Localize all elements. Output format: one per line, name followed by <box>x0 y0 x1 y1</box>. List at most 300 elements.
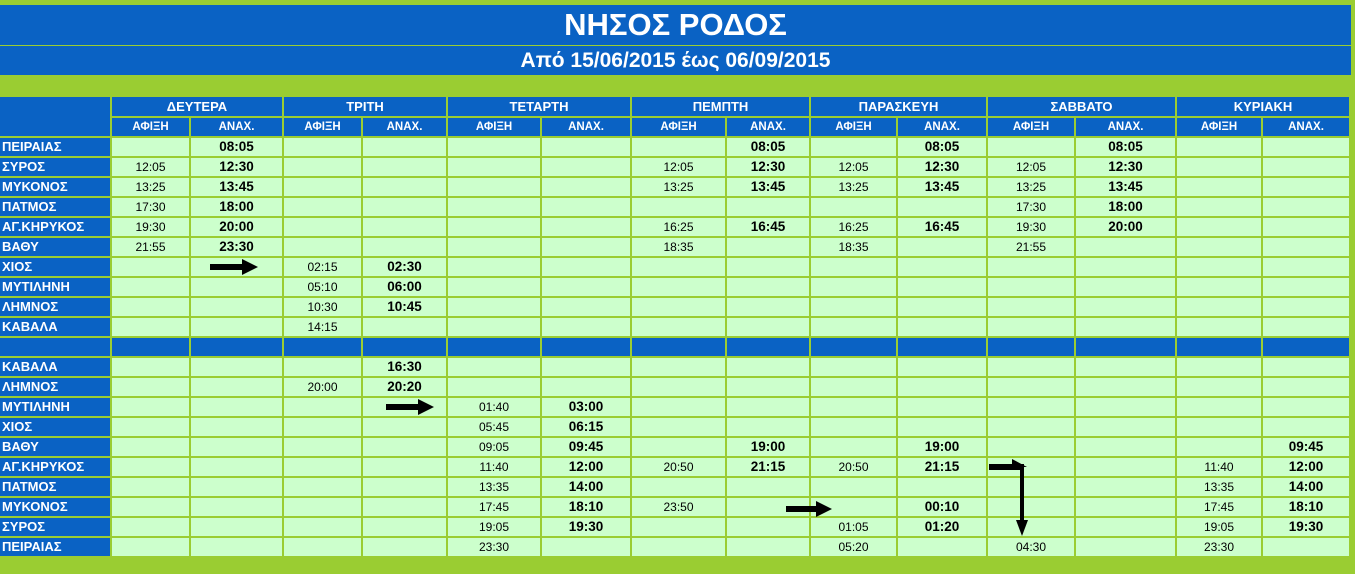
day-header: ΚΥΡΙΑΚΗ <box>1177 97 1349 116</box>
arrival-time <box>112 318 189 336</box>
arrival-time: 17:45 <box>1177 498 1261 516</box>
departure-header: ΑΝΑΧ. <box>898 118 986 136</box>
departure-time <box>1076 538 1175 556</box>
day-header: ΤΡΙΤΗ <box>284 97 446 116</box>
arrival-time <box>811 378 896 396</box>
arrival-time <box>988 498 1074 516</box>
arrival-header: ΑΦΙΞΗ <box>811 118 896 136</box>
departure-time <box>727 238 809 256</box>
port-name: ΑΓ.ΚΗΡΥΚΟΣ <box>0 458 110 476</box>
departure-time: 21:15 <box>727 458 809 476</box>
arrival-time <box>448 218 540 236</box>
departure-time: 12:30 <box>1076 158 1175 176</box>
arrival-time <box>632 258 725 276</box>
arrival-time <box>632 318 725 336</box>
arrival-time: 17:30 <box>988 198 1074 216</box>
section-separator <box>542 338 630 356</box>
departure-time <box>898 258 986 276</box>
departure-time: 16:30 <box>363 358 446 376</box>
departure-time <box>727 538 809 556</box>
departure-time: 01:20 <box>898 518 986 536</box>
departure-time: 20:00 <box>191 218 282 236</box>
departure-time <box>1263 298 1349 316</box>
departure-time <box>542 138 630 156</box>
departure-time <box>898 378 986 396</box>
departure-time <box>1263 278 1349 296</box>
arrival-time <box>632 138 725 156</box>
departure-time: 16:45 <box>727 218 809 236</box>
arrival-time: 12:05 <box>112 158 189 176</box>
arrival-time: 20:50 <box>811 458 896 476</box>
arrival-time <box>1177 158 1261 176</box>
section-separator <box>1177 338 1261 356</box>
departure-time <box>898 538 986 556</box>
arrival-time: 11:40 <box>1177 458 1261 476</box>
departure-time <box>542 318 630 336</box>
departure-time <box>1263 258 1349 276</box>
arrival-header: ΑΦΙΞΗ <box>1177 118 1261 136</box>
departure-time: 08:05 <box>898 138 986 156</box>
port-name: ΜΥΤΙΛΗΝΗ <box>0 278 110 296</box>
arrival-time: 21:55 <box>112 238 189 256</box>
arrival-time <box>448 278 540 296</box>
arrival-time <box>284 398 361 416</box>
departure-time: 13:45 <box>898 178 986 196</box>
arrival-time: 14:15 <box>284 318 361 336</box>
arrival-time <box>811 498 896 516</box>
arrival-time <box>284 138 361 156</box>
arrival-time: 20:50 <box>632 458 725 476</box>
arrival-time <box>988 298 1074 316</box>
departure-time <box>542 378 630 396</box>
departure-time <box>727 518 809 536</box>
arrival-time <box>284 538 361 556</box>
departure-time <box>191 358 282 376</box>
departure-time <box>191 258 282 276</box>
departure-time <box>191 378 282 396</box>
departure-time <box>898 278 986 296</box>
departure-time: 12:30 <box>898 158 986 176</box>
departure-time <box>1076 398 1175 416</box>
arrival-time: 05:20 <box>811 538 896 556</box>
departure-time <box>1263 378 1349 396</box>
port-name: ΚΑΒΑΛΑ <box>0 358 110 376</box>
arrival-time <box>632 478 725 496</box>
port-name: ΣΥΡΟΣ <box>0 518 110 536</box>
arrival-time <box>284 178 361 196</box>
departure-time <box>363 238 446 256</box>
arrival-time <box>1177 318 1261 336</box>
arrival-time <box>1177 358 1261 376</box>
arrival-time <box>448 378 540 396</box>
arrival-time: 13:25 <box>112 178 189 196</box>
arrival-time: 13:35 <box>1177 478 1261 496</box>
day-header: ΠΕΜΠΤΗ <box>632 97 809 116</box>
departure-time <box>727 318 809 336</box>
departure-time <box>1076 358 1175 376</box>
departure-time <box>1076 418 1175 436</box>
departure-time <box>1076 518 1175 536</box>
arrival-time: 12:05 <box>811 158 896 176</box>
departure-time <box>363 538 446 556</box>
section-separator <box>1076 338 1175 356</box>
departure-time <box>898 398 986 416</box>
arrival-time <box>284 478 361 496</box>
departure-time: 12:30 <box>191 158 282 176</box>
arrival-time <box>112 358 189 376</box>
departure-time <box>1263 178 1349 196</box>
arrival-time <box>632 358 725 376</box>
arrival-time <box>1177 398 1261 416</box>
departure-time <box>727 358 809 376</box>
section-separator <box>448 338 540 356</box>
arrival-time <box>1177 178 1261 196</box>
arrival-time <box>988 418 1074 436</box>
arrival-time: 13:25 <box>632 178 725 196</box>
departure-time <box>1076 318 1175 336</box>
departure-time <box>898 238 986 256</box>
arrival-header: ΑΦΙΞΗ <box>988 118 1074 136</box>
arrival-time <box>284 438 361 456</box>
arrival-time: 18:35 <box>811 238 896 256</box>
port-name: ΒΑΘΥ <box>0 438 110 456</box>
arrival-time <box>1177 438 1261 456</box>
departure-time: 20:20 <box>363 378 446 396</box>
departure-time: 19:30 <box>1263 518 1349 536</box>
departure-time <box>542 158 630 176</box>
arrival-time <box>988 138 1074 156</box>
arrival-time <box>811 418 896 436</box>
arrival-time: 09:05 <box>448 438 540 456</box>
departure-time: 23:30 <box>191 238 282 256</box>
section-separator <box>811 338 896 356</box>
departure-time <box>191 438 282 456</box>
arrival-time <box>632 378 725 396</box>
departure-time: 02:30 <box>363 258 446 276</box>
arrival-time <box>448 198 540 216</box>
arrival-time <box>811 198 896 216</box>
arrival-time: 18:35 <box>632 238 725 256</box>
arrival-time: 16:25 <box>632 218 725 236</box>
arrival-header: ΑΦΙΞΗ <box>112 118 189 136</box>
departure-time: 14:00 <box>542 478 630 496</box>
port-name: ΚΑΒΑΛΑ <box>0 318 110 336</box>
port-name: ΜΥΚΟΝΟΣ <box>0 498 110 516</box>
departure-time <box>1076 298 1175 316</box>
arrival-time: 19:05 <box>1177 518 1261 536</box>
departure-time <box>1263 138 1349 156</box>
departure-time <box>898 318 986 336</box>
departure-time <box>191 518 282 536</box>
section-separator <box>727 338 809 356</box>
section-separator <box>632 338 725 356</box>
departure-time <box>898 418 986 436</box>
departure-header: ΑΝΑΧ. <box>1263 118 1349 136</box>
arrival-time <box>632 518 725 536</box>
departure-time: 18:10 <box>542 498 630 516</box>
departure-time <box>363 438 446 456</box>
departure-time: 13:45 <box>1076 178 1175 196</box>
departure-time <box>1263 218 1349 236</box>
arrival-time: 05:45 <box>448 418 540 436</box>
departure-time <box>363 478 446 496</box>
header-corner <box>0 97 110 136</box>
departure-time <box>1263 398 1349 416</box>
arrival-time: 19:30 <box>988 218 1074 236</box>
departure-time <box>898 198 986 216</box>
departure-time <box>727 398 809 416</box>
departure-time <box>1263 198 1349 216</box>
arrival-time <box>632 278 725 296</box>
departure-time <box>1263 358 1349 376</box>
arrival-time: 11:40 <box>448 458 540 476</box>
page-title: ΝΗΣΟΣ ΡΟΔΟΣ <box>0 5 1351 45</box>
port-name: ΣΥΡΟΣ <box>0 158 110 176</box>
arrival-time <box>112 378 189 396</box>
departure-time <box>542 178 630 196</box>
arrival-time <box>988 438 1074 456</box>
departure-time <box>727 418 809 436</box>
departure-time: 18:00 <box>1076 198 1175 216</box>
departure-time <box>542 198 630 216</box>
arrival-time <box>988 378 1074 396</box>
arrival-time <box>112 138 189 156</box>
arrival-time <box>988 318 1074 336</box>
arrival-time <box>112 258 189 276</box>
arrival-time: 23:30 <box>1177 538 1261 556</box>
arrival-time <box>284 358 361 376</box>
port-name: ΛΗΜΝΟΣ <box>0 298 110 316</box>
arrival-time: 01:40 <box>448 398 540 416</box>
section-separator <box>898 338 986 356</box>
arrival-time <box>988 258 1074 276</box>
arrival-time <box>112 478 189 496</box>
arrival-time: 05:10 <box>284 278 361 296</box>
arrival-time <box>632 438 725 456</box>
departure-time <box>727 198 809 216</box>
departure-time <box>191 478 282 496</box>
section-separator <box>0 338 110 356</box>
day-header: ΤΕΤΑΡΤΗ <box>448 97 630 116</box>
departure-header: ΑΝΑΧ. <box>727 118 809 136</box>
section-separator <box>191 338 282 356</box>
arrival-time <box>811 258 896 276</box>
departure-time: 19:00 <box>727 438 809 456</box>
arrival-time <box>112 438 189 456</box>
arrival-time <box>988 278 1074 296</box>
date-range-subtitle: Από 15/06/2015 έως 06/09/2015 <box>0 46 1351 75</box>
port-name: ΜΥΤΙΛΗΝΗ <box>0 398 110 416</box>
departure-time: 19:00 <box>898 438 986 456</box>
departure-time: 13:45 <box>191 178 282 196</box>
departure-time <box>1076 498 1175 516</box>
departure-time <box>191 498 282 516</box>
departure-time <box>1076 258 1175 276</box>
section-separator <box>112 338 189 356</box>
departure-time <box>363 458 446 476</box>
departure-time: 12:30 <box>727 158 809 176</box>
departure-time <box>1076 238 1175 256</box>
departure-time <box>727 298 809 316</box>
departure-time <box>363 218 446 236</box>
arrival-time <box>632 298 725 316</box>
arrival-time <box>811 358 896 376</box>
arrival-time <box>988 398 1074 416</box>
arrival-time <box>811 318 896 336</box>
arrival-time: 23:30 <box>448 538 540 556</box>
departure-time <box>363 138 446 156</box>
departure-time: 09:45 <box>542 438 630 456</box>
port-name: ΠΕΙΡΑΙΑΣ <box>0 538 110 556</box>
arrival-header: ΑΦΙΞΗ <box>632 118 725 136</box>
arrival-time <box>988 518 1074 536</box>
departure-time <box>191 278 282 296</box>
port-name: ΛΗΜΝΟΣ <box>0 378 110 396</box>
departure-time <box>542 538 630 556</box>
arrival-time <box>112 518 189 536</box>
departure-time: 20:00 <box>1076 218 1175 236</box>
departure-time <box>898 298 986 316</box>
departure-time <box>363 158 446 176</box>
arrival-time <box>448 238 540 256</box>
departure-time: 18:10 <box>1263 498 1349 516</box>
arrival-header: ΑΦΙΞΗ <box>284 118 361 136</box>
arrival-time <box>448 258 540 276</box>
port-name: ΑΓ.ΚΗΡΥΚΟΣ <box>0 218 110 236</box>
arrival-time: 23:50 <box>632 498 725 516</box>
departure-time <box>727 478 809 496</box>
departure-time <box>191 398 282 416</box>
arrival-time: 17:45 <box>448 498 540 516</box>
arrival-time <box>112 498 189 516</box>
departure-time: 18:00 <box>191 198 282 216</box>
section-separator <box>1263 338 1349 356</box>
arrival-time <box>284 218 361 236</box>
arrival-time <box>284 498 361 516</box>
departure-time <box>727 498 809 516</box>
arrival-time <box>448 158 540 176</box>
arrival-time <box>811 298 896 316</box>
arrival-time: 13:35 <box>448 478 540 496</box>
arrival-time <box>284 458 361 476</box>
arrival-time <box>632 538 725 556</box>
arrival-time: 12:05 <box>988 158 1074 176</box>
arrival-time <box>284 198 361 216</box>
departure-time <box>1076 458 1175 476</box>
departure-time <box>727 278 809 296</box>
departure-time <box>898 358 986 376</box>
departure-header: ΑΝΑΧ. <box>363 118 446 136</box>
arrival-time <box>1177 218 1261 236</box>
departure-time <box>542 358 630 376</box>
arrival-time: 20:00 <box>284 378 361 396</box>
arrival-time <box>112 538 189 556</box>
departure-time <box>1263 238 1349 256</box>
arrival-time <box>448 298 540 316</box>
departure-time <box>542 298 630 316</box>
departure-time: 14:00 <box>1263 478 1349 496</box>
departure-time <box>727 378 809 396</box>
arrival-time <box>1177 418 1261 436</box>
departure-time: 21:15 <box>898 458 986 476</box>
departure-time: 12:00 <box>1263 458 1349 476</box>
arrival-time: 13:25 <box>811 178 896 196</box>
departure-time <box>1076 478 1175 496</box>
arrival-time <box>112 398 189 416</box>
arrival-time: 04:30 <box>988 538 1074 556</box>
arrival-time <box>988 358 1074 376</box>
departure-time <box>542 278 630 296</box>
departure-time: 06:15 <box>542 418 630 436</box>
arrival-time: 01:05 <box>811 518 896 536</box>
port-name: ΠΕΙΡΑΙΑΣ <box>0 138 110 156</box>
arrival-time: 16:25 <box>811 218 896 236</box>
arrival-time <box>1177 198 1261 216</box>
arrival-time <box>1177 278 1261 296</box>
departure-time: 08:05 <box>727 138 809 156</box>
arrival-time <box>284 518 361 536</box>
arrival-time <box>988 478 1074 496</box>
departure-time <box>542 258 630 276</box>
arrival-time <box>448 178 540 196</box>
arrival-time <box>1177 298 1261 316</box>
arrival-time: 19:05 <box>448 518 540 536</box>
arrival-time <box>811 438 896 456</box>
departure-time <box>1263 418 1349 436</box>
departure-header: ΑΝΑΧ. <box>191 118 282 136</box>
arrival-time <box>112 278 189 296</box>
departure-time: 08:05 <box>1076 138 1175 156</box>
arrival-time <box>1177 258 1261 276</box>
departure-time: 12:00 <box>542 458 630 476</box>
departure-time <box>1076 278 1175 296</box>
departure-time <box>191 458 282 476</box>
departure-time <box>363 498 446 516</box>
arrival-time <box>811 398 896 416</box>
departure-time: 09:45 <box>1263 438 1349 456</box>
arrival-time <box>448 358 540 376</box>
departure-time <box>1076 378 1175 396</box>
port-name: ΜΥΚΟΝΟΣ <box>0 178 110 196</box>
departure-time <box>898 478 986 496</box>
arrival-time <box>448 138 540 156</box>
arrival-time <box>632 398 725 416</box>
departure-time <box>1263 158 1349 176</box>
arrival-time <box>988 458 1074 476</box>
departure-time: 19:30 <box>542 518 630 536</box>
departure-header: ΑΝΑΧ. <box>1076 118 1175 136</box>
day-header: ΔΕΥΤΕΡΑ <box>112 97 282 116</box>
departure-time: 10:45 <box>363 298 446 316</box>
arrival-time <box>284 238 361 256</box>
arrival-header: ΑΦΙΞΗ <box>448 118 540 136</box>
arrival-time: 10:30 <box>284 298 361 316</box>
departure-time <box>1076 438 1175 456</box>
arrival-time: 17:30 <box>112 198 189 216</box>
port-name: ΧΙΟΣ <box>0 258 110 276</box>
arrival-time <box>1177 138 1261 156</box>
section-separator <box>988 338 1074 356</box>
arrival-time <box>811 138 896 156</box>
departure-time: 08:05 <box>191 138 282 156</box>
departure-time <box>542 218 630 236</box>
port-name: ΠΑΤΜΟΣ <box>0 198 110 216</box>
arrival-time: 21:55 <box>988 238 1074 256</box>
port-name: ΒΑΘΥ <box>0 238 110 256</box>
departure-time <box>727 258 809 276</box>
departure-time <box>363 518 446 536</box>
day-header: ΣΑΒΒΑΤΟ <box>988 97 1175 116</box>
